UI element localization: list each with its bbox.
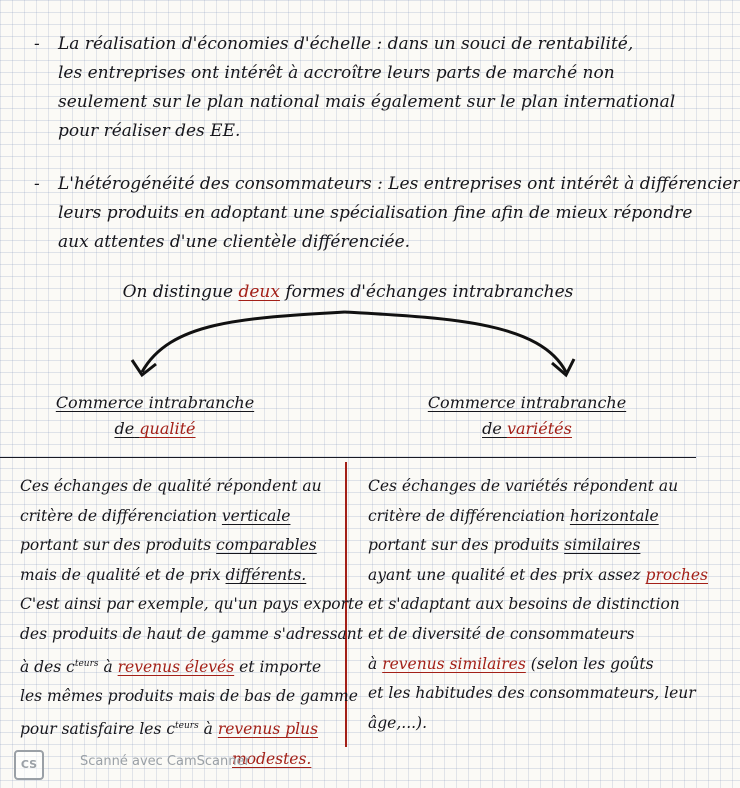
section-divider <box>0 457 696 458</box>
text-fragment: et importe <box>239 657 322 676</box>
scanner-footer <box>0 748 696 788</box>
text-line: aux attentes d'une clientèle différenciée. <box>58 232 411 252</box>
keyword-comparables: comparables <box>216 536 317 555</box>
text-line: La réalisation d'économies d'échelle : dans un souci de rentabilité, <box>58 34 634 54</box>
text-line: Ces échanges de variétés répondent au <box>368 477 679 495</box>
text-line: seulement sur le plan national mais également sur le plan international <box>58 92 676 112</box>
superscript: teurs <box>175 720 199 731</box>
left-arrow-curve <box>142 312 345 372</box>
text-fragment: (selon les goûts <box>530 654 654 673</box>
distinction-after: formes d'échanges intrabranches <box>285 282 574 302</box>
distinction-highlight: deux <box>238 282 280 302</box>
left-column-title <box>40 390 270 442</box>
camscanner-logo-icon: CS <box>14 750 44 780</box>
bullet-dash: - <box>34 34 40 54</box>
text-fragment: critère de différenciation <box>368 506 565 525</box>
right-title-highlight: variétés <box>506 419 572 438</box>
right-title-line1: Commerce intrabranche <box>427 393 627 412</box>
right-title-prefix: de <box>482 419 502 438</box>
text-line <box>20 650 340 683</box>
text-line: âge,...). <box>368 713 428 732</box>
superscript: teurs <box>74 658 99 669</box>
right-arrow-curve <box>345 312 566 372</box>
keyword-modestes: modestes. <box>232 749 312 768</box>
left-title-line2 <box>40 416 270 442</box>
text-line <box>20 502 340 532</box>
text-fragment: à <box>103 657 113 676</box>
text-line <box>20 712 340 745</box>
right-column-text <box>368 472 708 738</box>
text-fragment: à des c <box>20 657 75 676</box>
text-line: pour réaliser des EE. <box>58 121 241 141</box>
left-title-line1: Commerce intrabranche <box>55 393 255 412</box>
text-fragment: à <box>203 720 213 739</box>
left-column-text <box>20 472 364 774</box>
right-title-line2 <box>412 416 642 442</box>
text-fragment: portant sur des produits <box>368 536 560 555</box>
text-fragment: ayant une qualité et des prix assez <box>368 565 641 584</box>
text-line: et de diversité de consommateurs <box>368 624 635 643</box>
keyword-differents: différents. <box>225 565 307 584</box>
keyword-verticale: verticale <box>221 506 291 525</box>
distinction-before: On distingue <box>122 282 234 302</box>
text-line <box>368 502 690 532</box>
text-line <box>20 531 340 561</box>
text-line <box>368 561 708 591</box>
text-line: et s'adaptant aux besoins de distinction <box>368 595 680 614</box>
text-line: L'hétérogénéité des consommateurs : Les entreprises ont intérêt à différencier <box>58 174 740 194</box>
keyword-revenus-eleves: revenus élevés <box>117 657 235 676</box>
text-line: leurs produits en adoptant une spécialisation fine afin de mieux répondre <box>58 203 693 223</box>
text-line: les entreprises ont intérêt à accroître leurs parts de marché non <box>58 63 615 83</box>
text-line: C'est ainsi par exemple, qu'un pays exporte <box>20 595 364 614</box>
text-fragment: mais de qualité et de prix <box>20 565 221 584</box>
keyword-similaires: similaires <box>564 536 641 555</box>
text-line: et les habitudes des consommateurs, leur <box>368 684 696 703</box>
text-line: Ces échanges de qualité répondent au <box>20 477 322 495</box>
left-title-prefix: de <box>114 419 135 438</box>
scanner-watermark-text: Scanné avec CamScanner <box>80 754 250 769</box>
keyword-horizontale: horizontale <box>569 506 659 525</box>
text-line: des produits de haut de gamme s'adressant <box>20 624 363 643</box>
text-fragment: portant sur des produits <box>20 536 212 555</box>
keyword-proches: proches <box>645 565 708 584</box>
text-line <box>20 561 340 591</box>
text-fragment: pour satisfaire les c <box>20 720 176 739</box>
text-line <box>368 531 690 561</box>
bullet-dash: - <box>34 174 40 194</box>
right-column-title <box>412 390 642 442</box>
left-title-highlight: qualité <box>139 419 196 438</box>
keyword-revenus-plus: revenus plus <box>217 720 319 739</box>
text-line: les mêmes produits mais de bas de gamme <box>20 687 358 706</box>
text-fragment: critère de différenciation <box>20 506 217 525</box>
text-fragment: à <box>368 654 378 673</box>
text-line <box>368 650 690 680</box>
keyword-revenus-similaires: revenus similaires <box>382 654 526 673</box>
